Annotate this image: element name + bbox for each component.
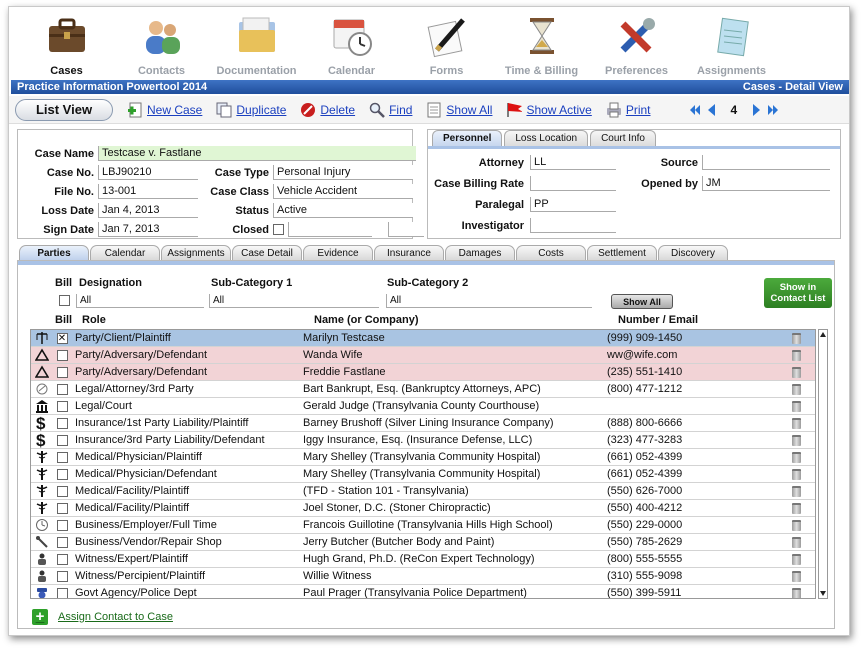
bill-checkbox[interactable]: ✕: [57, 332, 67, 344]
case-name-field: [22, 146, 416, 161]
party-row[interactable]: [31, 500, 815, 517]
bill-cell: [53, 571, 71, 582]
toolbar-label: Preferences: [605, 65, 668, 77]
app-window: [8, 6, 850, 636]
show-all-button[interactable]: [426, 102, 492, 118]
bill-checkbox[interactable]: [57, 571, 68, 582]
name-cell: Joel Stoner, D.C. (Stoner Chiropractic): [303, 502, 491, 514]
sub-category-2-select[interactable]: All: [386, 294, 592, 308]
delete-button[interactable]: [300, 102, 355, 118]
number-cell: (235) 551-1410: [607, 366, 683, 378]
bill-cell: [53, 333, 71, 344]
hourglass-icon: [519, 13, 565, 59]
number-cell: (550) 785-2629: [607, 536, 683, 548]
name-cell: Wanda Wife: [303, 349, 363, 361]
assign-contact-label: Assign Contact to Case: [58, 611, 173, 623]
role-cell: Insurance/1st Party Liability/Plaintiff: [75, 417, 249, 429]
tab-label: Assignments: [167, 247, 225, 259]
bill-checkbox[interactable]: [57, 401, 68, 412]
investigator-input[interactable]: [530, 218, 616, 233]
triangle-icon: [31, 365, 53, 379]
column-name: Name (or Company): [314, 314, 419, 326]
role-cell: Business/Vendor/Repair Shop: [75, 536, 222, 548]
tab-assignments[interactable]: [161, 245, 231, 260]
find-label: Find: [389, 102, 413, 117]
case-class-field: [202, 184, 413, 199]
first-record-icon[interactable]: [689, 103, 701, 117]
loss-date-input[interactable]: Jan 4, 2013: [98, 203, 198, 218]
panel-top-line: [18, 261, 834, 265]
name-cell: Mary Shelley (Transylvania Community Hospital): [303, 451, 541, 463]
toolbar-label: Forms: [429, 65, 464, 77]
column-role: Role: [82, 314, 106, 326]
tab-label: Damages: [458, 247, 502, 259]
bill-checkbox[interactable]: [57, 418, 68, 429]
party-row[interactable]: [31, 432, 815, 449]
trash-icon[interactable]: [787, 350, 805, 361]
case-no-input[interactable]: LBJ90210: [98, 165, 198, 180]
tab-settlement[interactable]: [587, 245, 657, 260]
find-button[interactable]: [369, 102, 412, 118]
party-row[interactable]: [31, 449, 815, 466]
trash-icon[interactable]: [787, 486, 805, 497]
calendar-icon: [329, 13, 375, 59]
delete-label: Delete: [320, 102, 356, 117]
search-icon: [369, 102, 385, 118]
role-cell: Legal/Court: [75, 400, 132, 412]
tab-court-info[interactable]: [590, 130, 656, 146]
toolbar-label: Assignments: [696, 65, 767, 77]
attorney-label: Attorney: [478, 156, 524, 169]
tab-label: Evidence: [317, 247, 359, 259]
tab-case-detail[interactable]: [232, 245, 302, 260]
case-class-input[interactable]: Vehicle Accident: [273, 184, 413, 199]
number-cell: (800) 477-1212: [607, 383, 683, 395]
number-cell: (323) 477-3283: [607, 434, 683, 446]
witness-icon: [31, 552, 53, 566]
bill-checkbox[interactable]: [57, 486, 68, 497]
delete-icon: [300, 102, 316, 118]
bill-checkbox[interactable]: [57, 435, 68, 446]
caduceus-icon: [31, 501, 53, 515]
bill-checkbox[interactable]: [57, 469, 68, 480]
case-no-field: [22, 165, 198, 180]
number-cell: (550) 399-5911: [607, 587, 682, 599]
wrench-icon: [31, 535, 53, 549]
document-icon: [426, 102, 442, 118]
new-document-icon: [127, 102, 143, 118]
tab-label: Settlement: [598, 247, 646, 259]
caduceus-icon: [31, 484, 53, 498]
show-in-contact-list-button[interactable]: [764, 278, 832, 308]
tab-label: Parties: [37, 247, 71, 259]
tab-label: Loss Location: [515, 133, 578, 144]
pen-icon: [424, 13, 470, 59]
tab-underline: [428, 146, 840, 149]
name-cell: Gerald Judge (Transylvania County Courthouse): [303, 400, 540, 412]
parties-scrollbar[interactable]: [818, 329, 828, 599]
parties-table: [30, 329, 816, 599]
file-no-input[interactable]: 13-001: [98, 184, 198, 199]
bill-cell: [53, 367, 71, 378]
trash-icon[interactable]: [787, 537, 805, 548]
people-icon: [139, 13, 185, 59]
toolbar-documentation[interactable]: [209, 7, 304, 79]
plus-icon: +: [32, 609, 48, 625]
sign-date-field: [22, 222, 198, 237]
status-input[interactable]: Active: [273, 203, 413, 218]
role-cell: Medical/Facility/Plaintiff: [75, 502, 190, 514]
bill-checkbox[interactable]: [57, 367, 68, 378]
toolbar-cases[interactable]: [19, 7, 114, 79]
tab-label: Costs: [538, 247, 564, 259]
bill-filter-label: Bill: [55, 277, 73, 289]
list-view-button[interactable]: [15, 99, 113, 121]
duplicate-label: Duplicate: [236, 102, 287, 117]
toolbar-contacts[interactable]: [114, 7, 209, 79]
bill-cell: [53, 435, 71, 446]
file-no-label: File No.: [54, 185, 94, 198]
print-label: Print: [625, 102, 651, 117]
case-no-label: Case No.: [46, 166, 94, 179]
bill-checkbox[interactable]: [57, 520, 68, 531]
svg-text:$: $: [36, 432, 46, 448]
action-bar: [9, 96, 849, 124]
party-row[interactable]: [31, 364, 815, 381]
number-cell: (550) 400-4212: [607, 502, 683, 514]
bill-cell: [53, 537, 71, 548]
sign-date-input[interactable]: Jan 7, 2013: [98, 222, 198, 237]
bill-cell: [53, 452, 71, 463]
status-label: Status: [235, 204, 269, 217]
print-button[interactable]: [606, 102, 651, 118]
folder-icon: [234, 13, 280, 59]
loss-date-field: [22, 203, 198, 218]
tab-personnel[interactable]: [432, 130, 502, 146]
case-name-label: Case Name: [34, 147, 94, 160]
personnel-panel: [427, 129, 841, 239]
role-cell: Medical/Facility/Plaintiff: [75, 485, 190, 497]
closed-label: Closed: [232, 223, 269, 236]
police-icon: [31, 586, 53, 599]
paralegal-field: [432, 197, 616, 212]
bill-cell: [53, 401, 71, 412]
bill-cell: [53, 469, 71, 480]
print-icon: [606, 102, 622, 118]
number-cell: (550) 626-7000: [607, 485, 683, 497]
opened-by-field: [628, 176, 830, 191]
flag-icon: [506, 102, 522, 118]
toolbar-label: Time & Billing: [504, 65, 579, 77]
tab-label: Insurance: [387, 247, 431, 259]
bill-filter-checkbox[interactable]: [59, 295, 70, 306]
courthouse-icon: [31, 399, 53, 413]
tab-label: Case Detail: [241, 247, 293, 259]
trash-icon[interactable]: [787, 418, 805, 429]
witness-icon: [31, 569, 53, 583]
party-row[interactable]: [31, 381, 815, 398]
trash-icon[interactable]: [787, 503, 805, 514]
role-cell: Party/Adversary/Defendant: [75, 349, 208, 361]
tab-calendar[interactable]: [90, 245, 160, 260]
tab-parties[interactable]: [19, 245, 89, 260]
party-row[interactable]: [31, 585, 815, 599]
number-cell: (800) 555-5555: [607, 553, 683, 565]
trash-icon[interactable]: [787, 588, 805, 599]
toolbar-forms[interactable]: [399, 7, 494, 79]
personnel-tabs: [428, 130, 658, 146]
case-name-input[interactable]: Testcase v. Fastlane: [98, 146, 416, 161]
toolbar-label: Documentation: [216, 65, 297, 77]
trash-icon[interactable]: [787, 384, 805, 395]
scroll-up-icon[interactable]: [819, 331, 827, 339]
svg-text:$: $: [36, 415, 46, 431]
column-bill: Bill: [55, 314, 73, 326]
tab-label: Court Info: [601, 133, 645, 144]
show-all-filter-button[interactable]: [611, 294, 673, 309]
role-cell: Party/Adversary/Defendant: [75, 366, 208, 378]
trash-icon[interactable]: [787, 401, 805, 412]
opened-by-label: Opened by: [641, 177, 698, 190]
case-info-panel: [17, 129, 413, 239]
paralegal-label: Paralegal: [475, 198, 524, 211]
last-record-icon[interactable]: [767, 103, 779, 117]
bill-cell: [53, 588, 71, 599]
attorney-icon: [31, 382, 53, 396]
triangle-icon: [31, 348, 53, 362]
party-row[interactable]: [31, 517, 815, 534]
sub-category-1-label: Sub-Category 1: [211, 277, 293, 289]
party-row[interactable]: [31, 534, 815, 551]
trash-icon[interactable]: [787, 367, 805, 378]
toolbar-label: Cases: [50, 65, 83, 77]
closed-date-input[interactable]: [288, 222, 372, 237]
show-all-filter-label: Show All: [623, 296, 661, 307]
closed-extra-input[interactable]: [388, 222, 424, 237]
title-bar: [11, 80, 849, 94]
bill-cell: [53, 350, 71, 361]
party-row[interactable]: [31, 330, 815, 347]
investigator-label: Investigator: [461, 219, 524, 232]
bill-cell: [53, 418, 71, 429]
number-cell: (661) 052-4399: [607, 451, 683, 463]
number-cell: (310) 555-9098: [607, 570, 683, 582]
name-cell: Freddie Fastlane: [303, 366, 386, 378]
paralegal-input[interactable]: PP: [530, 197, 616, 212]
party-row[interactable]: [31, 551, 815, 568]
trash-icon[interactable]: [787, 554, 805, 565]
scales-icon: [31, 331, 53, 345]
case-class-label: Case Class: [210, 185, 269, 198]
tab-costs[interactable]: [516, 245, 586, 260]
name-cell: (TFD - Station 101 - Transylvania): [303, 485, 469, 497]
opened-by-input[interactable]: JM: [702, 176, 830, 191]
party-row[interactable]: [31, 483, 815, 500]
bill-checkbox[interactable]: [57, 588, 68, 599]
assign-contact-button[interactable]: [32, 609, 173, 625]
billing-rate-label: Case Billing Rate: [434, 177, 524, 190]
trash-icon[interactable]: [787, 469, 805, 480]
name-cell: Barney Brushoff (Silver Lining Insurance Company): [303, 417, 554, 429]
closed-field: [202, 222, 424, 237]
name-cell: Hugh Grand, Ph.D. (ReCon Expert Technology): [303, 553, 535, 565]
briefcase-icon: [44, 13, 90, 59]
show-active-button[interactable]: [506, 102, 591, 118]
bill-checkbox[interactable]: [57, 503, 68, 514]
tab-loss-location[interactable]: [504, 130, 588, 146]
name-cell: Willie Witness: [303, 570, 372, 582]
role-cell: Medical/Physician/Plaintiff: [75, 451, 202, 463]
bill-cell: [53, 520, 71, 531]
contact-list-label: Show in Contact List: [770, 282, 826, 304]
billing-rate-field: [432, 176, 616, 191]
name-cell: Francois Guillotine (Transylvania Hills High School): [303, 519, 553, 531]
status-field: [202, 203, 413, 218]
trash-icon[interactable]: [787, 333, 805, 344]
designation-label: Designation: [79, 277, 142, 289]
toolbar-label: Contacts: [137, 65, 186, 77]
toolbar-preferences[interactable]: [589, 7, 684, 79]
role-cell: Insurance/3rd Party Liability/Defendant: [75, 434, 265, 446]
list-view-label: List View: [35, 102, 93, 117]
caduceus-icon: [31, 467, 53, 481]
parties-panel: [17, 260, 835, 629]
number-cell: (550) 229-0000: [607, 519, 683, 531]
tab-insurance[interactable]: [374, 245, 444, 260]
case-type-input[interactable]: Personal Injury: [273, 165, 413, 180]
toolbar-label: Calendar: [327, 65, 376, 77]
column-number: Number / Email: [618, 314, 699, 326]
source-input[interactable]: [702, 155, 830, 170]
party-row[interactable]: [31, 347, 815, 364]
new-case-button[interactable]: [127, 102, 202, 118]
name-cell: Paul Prager (Transylvania Police Department): [303, 587, 527, 599]
case-type-field: [202, 165, 413, 180]
trash-icon[interactable]: [787, 571, 805, 582]
number-cell: ww@wife.com: [607, 349, 678, 361]
bill-cell: [53, 554, 71, 565]
dollar-icon: [31, 432, 53, 448]
role-cell: Witness/Expert/Plaintiff: [75, 553, 188, 565]
trash-icon[interactable]: [787, 452, 805, 463]
designation-select[interactable]: All: [76, 294, 204, 308]
number-cell: (999) 909-1450: [607, 332, 683, 344]
name-cell: Marilyn Testcase: [303, 332, 385, 344]
tab-label: Personnel: [443, 133, 492, 144]
tab-label: Calendar: [104, 247, 146, 259]
investigator-field: [432, 218, 616, 233]
trash-icon[interactable]: [787, 520, 805, 531]
show-all-label: Show All: [446, 102, 493, 117]
case-type-label: Case Type: [214, 166, 269, 179]
role-cell: Medical/Physician/Defendant: [75, 468, 217, 480]
role-cell: Govt Agency/Police Dept: [75, 587, 197, 599]
role-cell: Party/Client/Plaintiff: [75, 332, 171, 344]
bill-checkbox[interactable]: [57, 350, 68, 361]
tools-icon: [614, 13, 660, 59]
tab-evidence[interactable]: [303, 245, 373, 260]
toolbar-assignments[interactable]: [684, 7, 779, 79]
party-row[interactable]: [31, 568, 815, 585]
notepad-icon: [709, 13, 755, 59]
number-cell: (888) 800-6666: [607, 417, 683, 429]
loss-date-label: Loss Date: [41, 204, 94, 217]
bill-checkbox[interactable]: [57, 452, 68, 463]
number-cell: (661) 052-4399: [607, 468, 683, 480]
bill-cell: [53, 503, 71, 514]
sign-date-label: Sign Date: [43, 223, 94, 236]
scroll-down-icon[interactable]: [819, 589, 827, 597]
name-cell: Iggy Insurance, Esq. (Insurance Defense, LLC): [303, 434, 533, 446]
trash-icon[interactable]: [787, 435, 805, 446]
bill-checkbox[interactable]: [57, 384, 68, 395]
party-row[interactable]: [31, 398, 815, 415]
sub-category-2-label: Sub-Category 2: [387, 277, 469, 289]
dollar-icon: [31, 415, 53, 431]
duplicate-icon: [216, 102, 232, 118]
view-title: Cases - Detail View: [742, 81, 843, 93]
name-cell: Bart Bankrupt, Esq. (Bankruptcy Attorneys, APC): [303, 383, 541, 395]
toolbar-calendar[interactable]: [304, 7, 399, 79]
bill-cell: [53, 384, 71, 395]
caduceus-icon: [31, 450, 53, 464]
billing-rate-input[interactable]: [530, 176, 616, 191]
bill-checkbox[interactable]: [57, 554, 68, 565]
tab-discovery[interactable]: [658, 245, 728, 260]
record-pager: [687, 103, 782, 117]
main-toolbar: [9, 7, 849, 79]
role-cell: Witness/Percipient/Plaintiff: [75, 570, 206, 582]
party-row[interactable]: [31, 415, 815, 432]
app-title: Practice Information Powertool 2014: [17, 81, 208, 93]
attorney-input[interactable]: LL: [530, 155, 616, 170]
previous-record-icon[interactable]: [705, 103, 717, 117]
role-cell: Business/Employer/Full Time: [75, 519, 217, 531]
next-record-icon[interactable]: [751, 103, 763, 117]
new-case-label: New Case: [147, 102, 203, 117]
clock-icon: [31, 518, 53, 532]
record-number: 4: [730, 102, 738, 117]
source-label: Source: [660, 156, 698, 169]
file-no-field: [22, 184, 198, 199]
party-row[interactable]: [31, 466, 815, 483]
case-subtabs: [19, 245, 729, 260]
name-cell: Jerry Butcher (Butcher Body and Paint): [303, 536, 495, 548]
bill-cell: [53, 486, 71, 497]
duplicate-button[interactable]: [216, 102, 286, 118]
name-cell: Mary Shelley (Transylvania Community Hospital): [303, 468, 541, 480]
role-cell: Legal/Attorney/3rd Party: [75, 383, 194, 395]
sub-category-1-select[interactable]: All: [209, 294, 379, 308]
attorney-field: [432, 155, 616, 170]
show-active-label: Show Active: [526, 102, 592, 117]
closed-checkbox[interactable]: [273, 224, 284, 235]
tab-damages[interactable]: [445, 245, 515, 260]
source-field: [628, 155, 830, 170]
tab-label: Discovery: [671, 247, 715, 259]
toolbar-time-billing[interactable]: [494, 7, 589, 79]
bill-checkbox[interactable]: [57, 537, 68, 548]
